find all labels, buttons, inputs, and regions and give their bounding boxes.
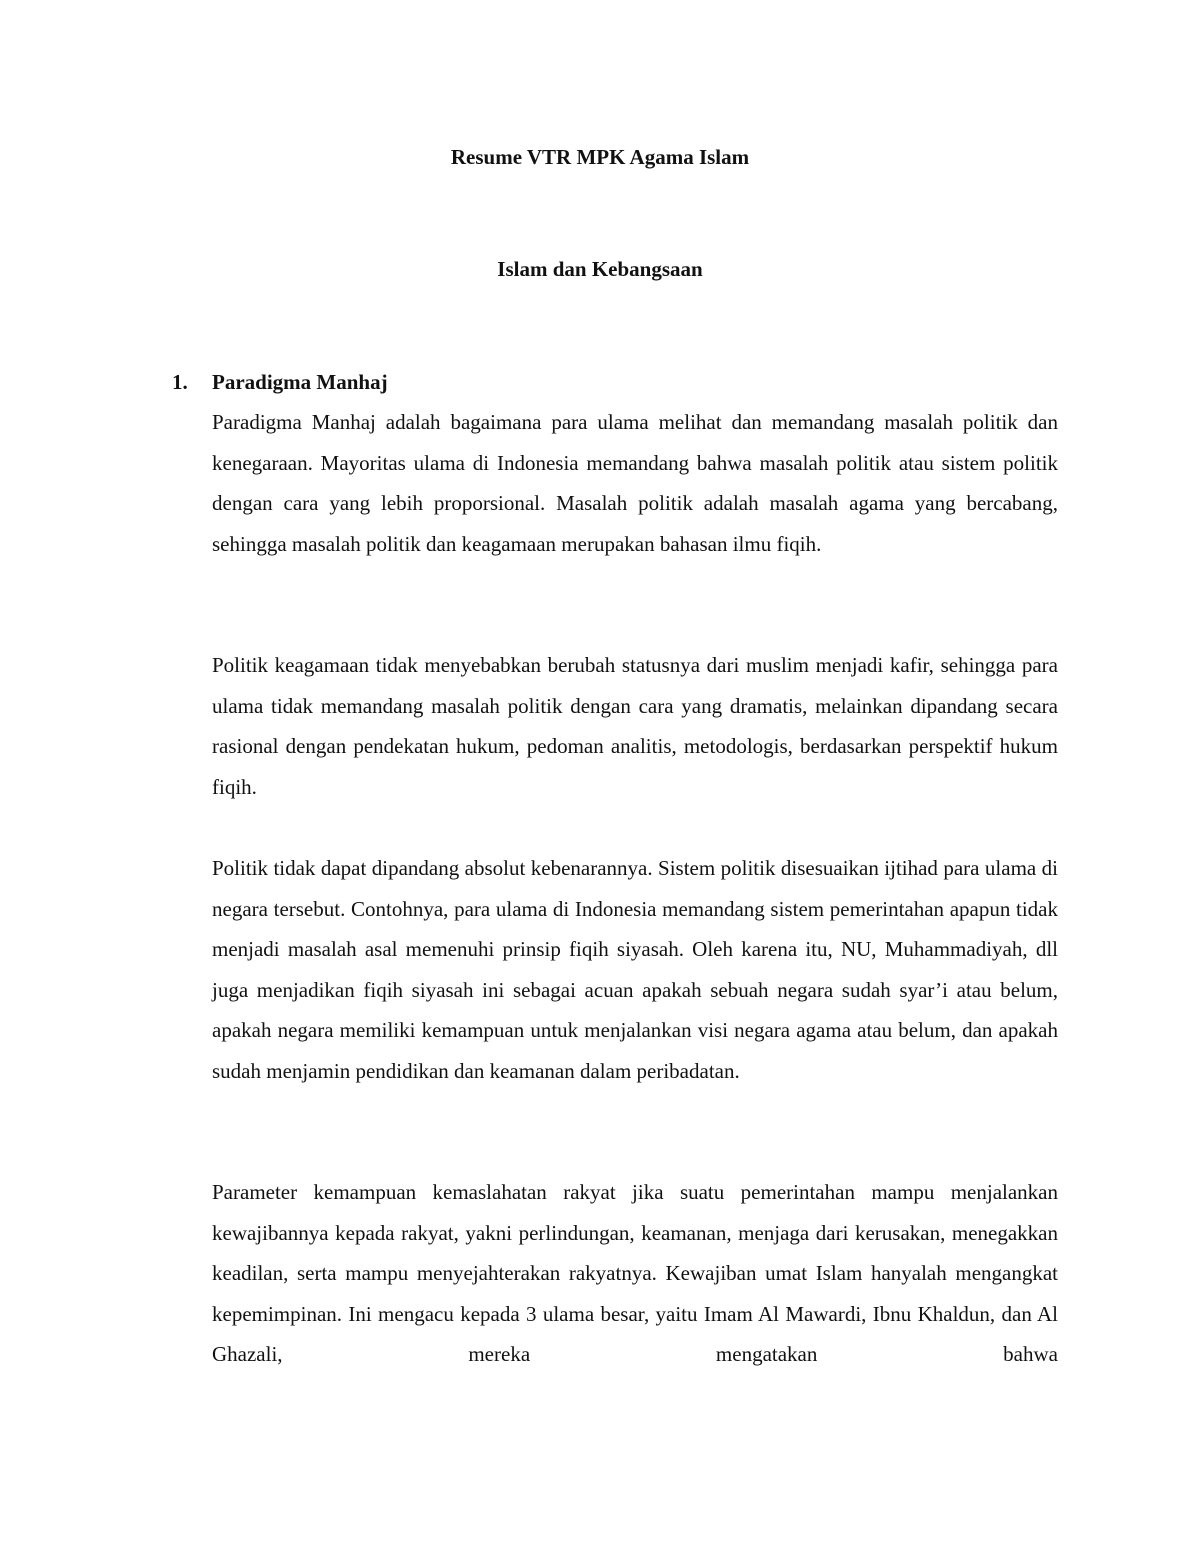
document-title: Resume VTR MPK Agama Islam (450, 145, 750, 169)
paragraph: Parameter kemampuan kemaslahatan rakyat jika suatu pemerintahan mampu menjalankan kewajibannya kepada rakyat, yakni perlindungan, keamanan, menjaga dari kerusakan, menegakkan keadilan, serta mampu menyejahterakan rakyatnya. Kewajiban umat Islam hanyalah mengangkat kepemimpinan. Ini mengacu kepada 3 ulama besar, yaitu Imam Al Mawardi, Ibnu Khaldun, dan Al Ghazali, mereka mengatakan bahwa (212, 1180, 1058, 1367)
paragraph: Paradigma Manhaj adalah bagaimana para ulama melihat dan memandang masalah politik dan kenegaraan. Mayoritas ulama di Indonesia memandang bahwa masalah politik atau sistem politik dengan cara yang lebih proporsional. Masalah politik adalah masalah agama yang bercabang, sehingga masalah politik dan keagamaan merupakan bahasan ilmu fiqih. (212, 410, 1058, 556)
section-heading (172, 370, 388, 394)
section-number: 1. (172, 370, 188, 394)
paragraph: Politik keagamaan tidak menyebabkan berubah statusnya dari muslim menjadi kafir, sehingga para ulama tidak memandang masalah politik dengan cara yang dramatis, melainkan dipandang secara rasional dengan pendekatan hukum, pedoman analitis, metodologis, berdasarkan perspektif hukum fiqih. (212, 653, 1058, 799)
paragraph: Politik tidak dapat dipandang absolut kebenarannya. Sistem politik disesuaikan ijtihad para ulama di negara tersebut. Contohnya, para ulama di Indonesia memandang sistem pemerintahan apapun tidak menjadi masalah asal memenuhi prinsip fiqih siyasah. Oleh karena itu, NU, Muhammadiyah, dll juga menjadikan fiqih siyasah ini sebagai acuan apakah sebuah negara sudah syar’i atau belum, apakah negara memiliki kemampuan untuk menjalankan visi negara agama atau belum, dan apakah sudah menjamin pendidikan dan keamanan dalam peribadatan. (212, 856, 1058, 1083)
document-subtitle: Islam dan Kebangsaan (497, 257, 703, 281)
section-heading-text: Paradigma Manhaj (212, 370, 388, 394)
